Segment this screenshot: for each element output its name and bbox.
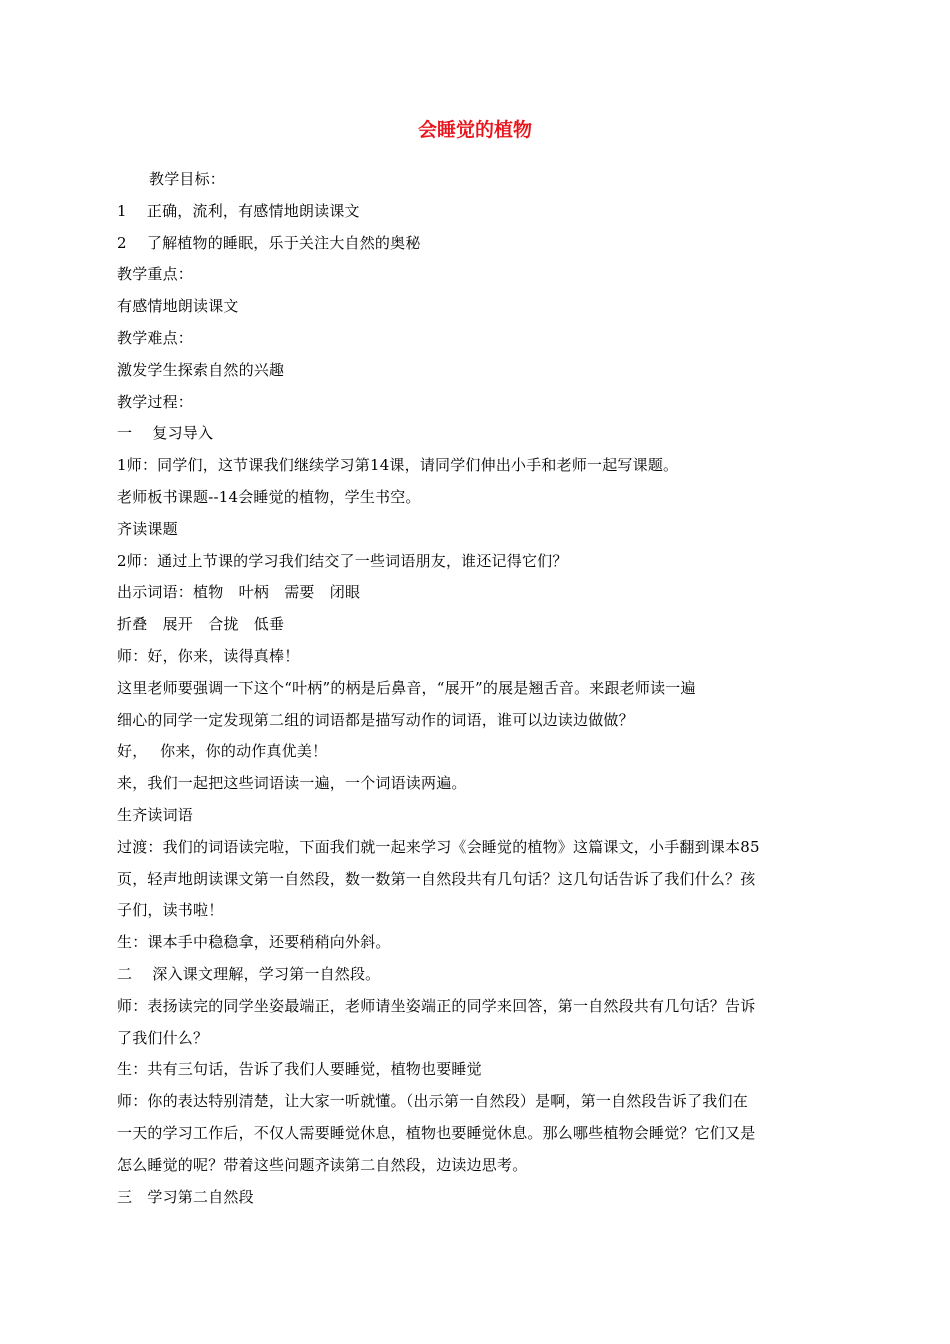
paragraph-line: 一天的学习工作后，不仅人需要睡觉休息，植物也要睡觉休息。那么哪些植物会睡觉？它们又是 xyxy=(117,1123,756,1142)
paragraph-line: 教学过程： xyxy=(117,392,194,411)
paragraph-line: 教学目标： xyxy=(149,170,226,188)
paragraph-line: 出示词语：植物 叶柄 需要 闭眼 xyxy=(117,583,361,602)
paragraph-line: 了我们什么？ xyxy=(117,1028,209,1047)
paragraph-line: 2 了解植物的睡眠，乐于关注大自然的奥秘 xyxy=(117,233,421,252)
paragraph-line: 有感情地朗读课文 xyxy=(117,297,239,316)
paragraph-line: 2师：通过上节课的学习我们结交了一些词语朋友，谁还记得它们？ xyxy=(117,551,568,570)
paragraph-line: 教学难点： xyxy=(117,328,194,347)
paragraph-line: 来，我们一起把这些词语读一遍，一个词语读两遍。 xyxy=(117,774,467,793)
paragraph-line: 激发学生探索自然的兴趣 xyxy=(117,360,285,379)
document-title: 会睡觉的植物 xyxy=(417,119,532,141)
paragraph-line: 教学重点： xyxy=(117,265,194,284)
paragraph-line: 怎么睡觉的呢？带着这些问题齐读第二自然段，边读边思考。 xyxy=(117,1155,528,1174)
document-body xyxy=(117,164,835,1213)
paragraph-line: 这里老师要强调一下这个“叶柄”的柄是后鼻音，“展开”的展是翘舌音。来跟老师读一遍 xyxy=(117,678,696,697)
paragraph-line: 生：共有三句话，告诉了我们人要睡觉，植物也要睡觉 xyxy=(117,1060,482,1079)
paragraph-line: 细心的同学一定发现第二组的词语都是描写动作的词语，谁可以边读边做做？ xyxy=(117,710,634,729)
paragraph-line: 一 复习导入 xyxy=(117,424,214,443)
paragraph-line: 页，轻声地朗读课文第一自然段，数一数第一自然段共有几句话？这几句话告诉了我们什么？孩 xyxy=(117,869,756,888)
paragraph-line: 好， 你来，你的动作真优美！ xyxy=(117,742,328,761)
paragraph-line: 生：课本手中稳稳拿，还要稍稍向外斜。 xyxy=(117,933,391,952)
paragraph-line: 子们，读书啦！ xyxy=(117,901,224,920)
paragraph-line: 折叠 展开 合拢 低垂 xyxy=(117,615,285,634)
paragraph-line: 三 学习第二自然段 xyxy=(117,1187,254,1206)
paragraph-line: 齐读课题 xyxy=(117,519,178,538)
paragraph-line: 二 深入课文理解，学习第一自然段。 xyxy=(117,964,381,983)
paragraph-line: 师：好，你来，读得真棒！ xyxy=(117,646,300,665)
paragraph-line: 师：表扬读完的同学坐姿最端正，老师请坐姿端正的同学来回答，第一自然段共有几句话？告诉 xyxy=(117,996,756,1015)
paragraph-line: 生齐读词语 xyxy=(117,805,194,824)
paragraph-line: 1师：同学们，这节课我们继续学习第14课，请同学们伸出小手和老师一起写课题。 xyxy=(117,456,679,475)
paragraph-line: 师：你的表达特别清楚，让大家一听就懂。（出示第一自然段）是啊，第一自然段告诉了我们在 xyxy=(117,1092,748,1111)
paragraph-line: 过渡：我们的词语读完啦，下面我们就一起来学习《会睡觉的植物》这篇课文，小手翻到课本85 xyxy=(117,837,760,856)
paragraph-line: 1 正确，流利，有感情地朗读课文 xyxy=(117,201,360,220)
paragraph-line: 老师板书课题--14会睡觉的植物，学生书空。 xyxy=(117,487,421,506)
